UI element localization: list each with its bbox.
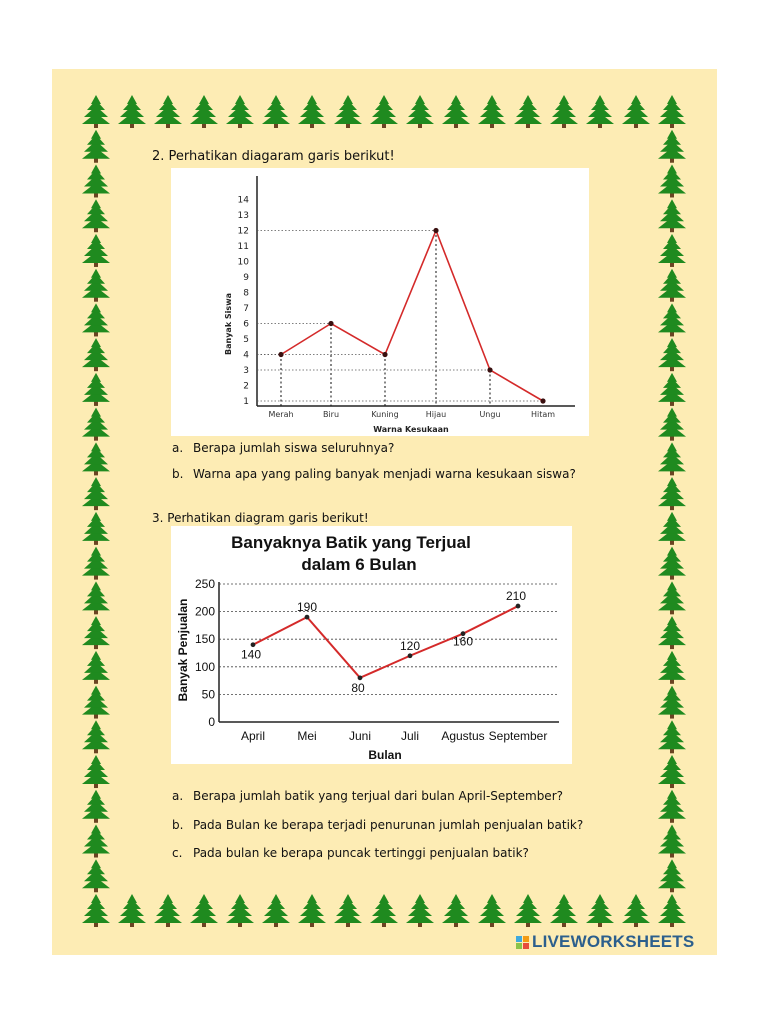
chart1-data-point [487, 367, 492, 372]
question-3c-text: Pada bulan ke berapa puncak tertinggi penjualan batik? [193, 846, 529, 860]
question-3a-text: Berapa jumlah batik yang terjual dari bulan April-September? [193, 789, 563, 803]
chart1-x-tick-label: Ungu [479, 410, 501, 419]
chart2-data-point [305, 615, 310, 620]
chart-penjualan-batik-svg [171, 526, 572, 764]
chart1-x-label: Warna Kesukaan [373, 425, 449, 434]
chart1-y-tick-label: 2 [243, 381, 249, 392]
chart2-y-tick-label: 150 [194, 632, 215, 647]
chart-warna-kesukaan-svg [171, 168, 589, 436]
chart2-data-label: 80 [351, 680, 365, 695]
question-3a-label: a. [172, 789, 184, 803]
chart2-x-tick-label: April [240, 729, 266, 743]
chart2-subtitle: dalam 6 Bulan [301, 555, 417, 574]
chart1-data-point [382, 352, 387, 357]
question-3-title: 3. Perhatikan diagram garis berikut! [152, 511, 369, 525]
chart1-data-point [278, 352, 283, 357]
chart2-data-label: 120 [399, 638, 421, 653]
chart1-y-tick-label: 1 [243, 397, 249, 407]
question-3b-label: b. [172, 818, 184, 832]
liveworksheets-watermark[interactable] [516, 931, 694, 953]
chart2-y-label: Banyak Penjualan [176, 598, 190, 702]
chart2-data-label: 140 [240, 647, 262, 662]
chart2-data-label: 190 [296, 600, 318, 615]
question-3c [172, 846, 529, 860]
question-2a-text: Berapa jumlah siswa seluruhnya? [193, 441, 395, 455]
liveworksheets-text: LIVEWORKSHEETS [532, 932, 695, 951]
chart1-y-label: Banyak Siswa [224, 293, 233, 355]
question-2b-label: b. [172, 467, 184, 481]
chart1-y-tick-label: 13 [237, 211, 249, 221]
chart1-series-line [281, 231, 543, 402]
chart1-y-tick-label: 8 [243, 288, 249, 299]
chart1-data-point [433, 228, 438, 233]
question-2a [172, 441, 394, 455]
chart2-title: Banyaknya Batik yang Terjual [231, 533, 471, 552]
chart2-x-tick-label: Agustus [441, 729, 485, 743]
chart1-x-tick-label: Kuning [371, 410, 399, 419]
question-2-title: 2. Perhatikan diagaram garis berikut! [152, 149, 395, 164]
chart2-y-tick-label: 50 [201, 687, 215, 702]
chart1-y-tick-label: 3 [243, 366, 249, 376]
chart1-y-tick-label: 12 [237, 226, 249, 237]
question-3b-text: Pada Bulan ke berapa terjadi penurunan jumlah penjualan batik? [193, 818, 584, 832]
chart2-x-tick-label: Juli [400, 729, 420, 743]
chart2-data-point [251, 642, 256, 647]
chart1-y-tick-label: 10 [237, 257, 249, 268]
chart1-data-point [328, 321, 333, 326]
chart-warna-kesukaan [171, 168, 589, 436]
chart2-x-tick-label: Mei [297, 729, 317, 743]
chart2-data-point [358, 675, 363, 680]
chart-penjualan-batik [171, 526, 572, 764]
chart1-data-point [540, 398, 545, 403]
chart1-x-tick-label: Merah [268, 410, 294, 419]
question-2a-label: a. [172, 441, 184, 455]
chart2-data-label: 160 [452, 634, 474, 649]
chart1-y-tick-label: 6 [243, 319, 249, 330]
chart1-y-tick-label: 4 [243, 350, 249, 361]
chart2-data-point [516, 604, 521, 609]
chart1-x-tick-label: Hijau [425, 410, 447, 419]
chart1-y-tick-label: 9 [243, 273, 249, 283]
chart1-y-tick-label: 7 [243, 304, 249, 314]
question-3a [172, 789, 563, 803]
chart2-data-point [408, 653, 413, 658]
chart2-y-tick-label: 0 [208, 715, 215, 729]
chart2-y-tick-label: 250 [194, 577, 215, 591]
chart1-y-tick-label: 14 [237, 195, 249, 206]
question-3b [172, 818, 583, 832]
chart2-y-tick-label: 100 [194, 659, 215, 674]
chart1-y-tick-label: 5 [243, 335, 249, 345]
liveworksheets-logo-icon [516, 936, 529, 949]
chart1-x-tick-label: Hitam [530, 410, 556, 419]
chart2-data-label: 210 [505, 589, 527, 604]
chart2-x-label: Bulan [368, 748, 402, 762]
chart2-x-tick-label: September [488, 729, 548, 743]
chart1-x-tick-label: Biru [322, 410, 340, 419]
question-2b [172, 467, 576, 481]
question-3c-label: c. [172, 846, 183, 860]
chart1-y-tick-label: 11 [237, 242, 249, 252]
question-2b-text: Warna apa yang paling banyak menjadi warna kesukaan siswa? [193, 467, 576, 481]
chart2-y-tick-label: 200 [194, 604, 215, 619]
chart2-x-tick-label: Juni [348, 729, 372, 743]
